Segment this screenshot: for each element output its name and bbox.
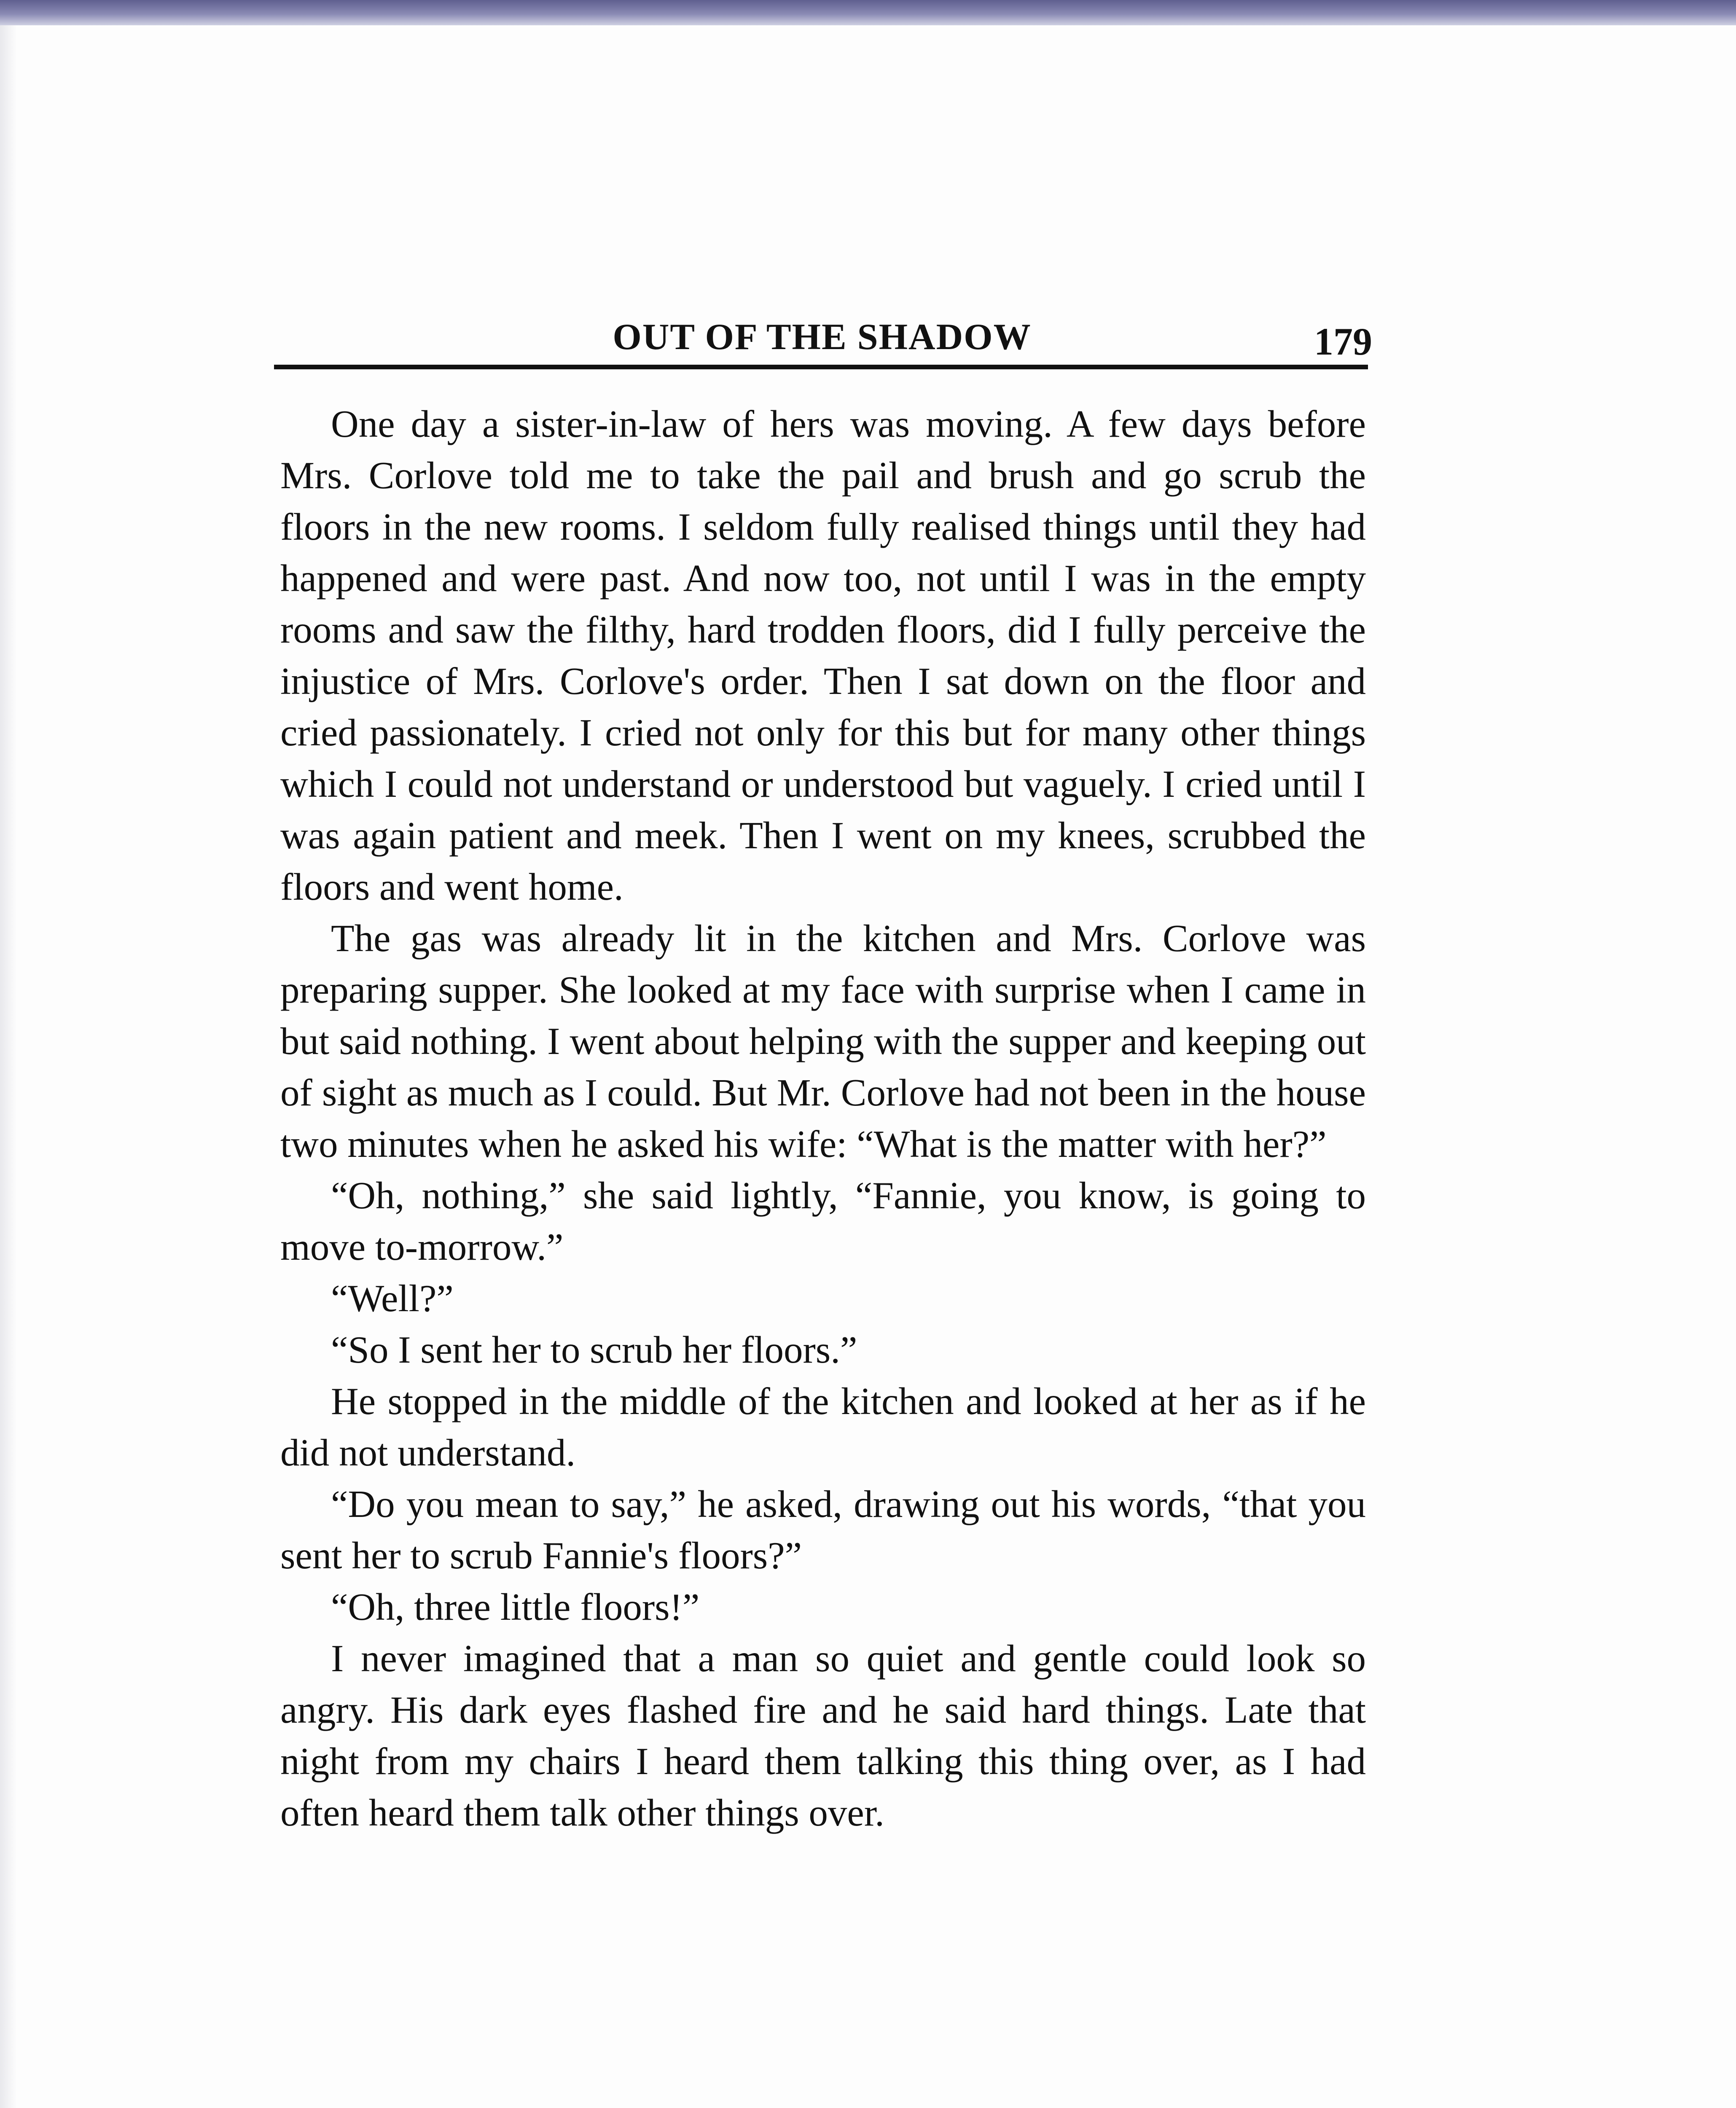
header-rule bbox=[274, 365, 1368, 369]
paragraph: “So I sent her to scrub her floors.” bbox=[331, 1328, 857, 1371]
paragraph: I never imagined that a man so quiet and gentle could look so angry. His dark eyes flashed fire and he said hard things. Late that night from my chairs I heard them talking this thing over, as I had often heard them talk other things over. bbox=[280, 1637, 1366, 1834]
paragraph: “Oh, nothing,” she said lightly, “Fannie, you know, is going to move to-morrow.” bbox=[280, 1174, 1366, 1268]
paragraph: “Do you mean to say,” he asked, drawing out his words, “that you sent her to scrub Fannie's floors?” bbox=[280, 1483, 1366, 1577]
paragraph: He stopped in the middle of the kitchen and looked at her as if he did not understand. bbox=[280, 1380, 1366, 1474]
paragraph: “Well?” bbox=[331, 1277, 454, 1320]
page-number: 179 bbox=[1314, 320, 1372, 363]
paragraph: One day a sister-in-law of hers was moving. A few days before Mrs. Corlove told me to take the pail and brush and go scrub the floors in the new rooms. I seldom fully realised things until they had happened and were past. And now too, not until I was in the empty rooms and saw the filthy, hard trodden floors, did I fully perceive the injustice of Mrs. Corlove's order. Then I sat down on the floor and cried passionately. I cried not only for this but for many other things which I could not understand or understood but vaguely. I cried until I was again patient and meek. Then I went on my knees, scrubbed the floors and went home. bbox=[280, 403, 1366, 908]
running-head-title: OUT OF THE SHADOW bbox=[613, 317, 1032, 358]
body-text bbox=[280, 398, 1366, 1839]
paragraph: “Oh, three little floors!” bbox=[331, 1586, 700, 1628]
running-head bbox=[274, 314, 1370, 369]
paragraph: The gas was already lit in the kitchen and Mrs. Corlove was preparing supper. She looked at my face with surprise when I came in but said nothing. I went about helping with the supper and keeping out of sight as much as I could. But Mr. Corlove had not been in the house two minutes when he asked his wife: “What is the matter with her?” bbox=[280, 917, 1366, 1165]
